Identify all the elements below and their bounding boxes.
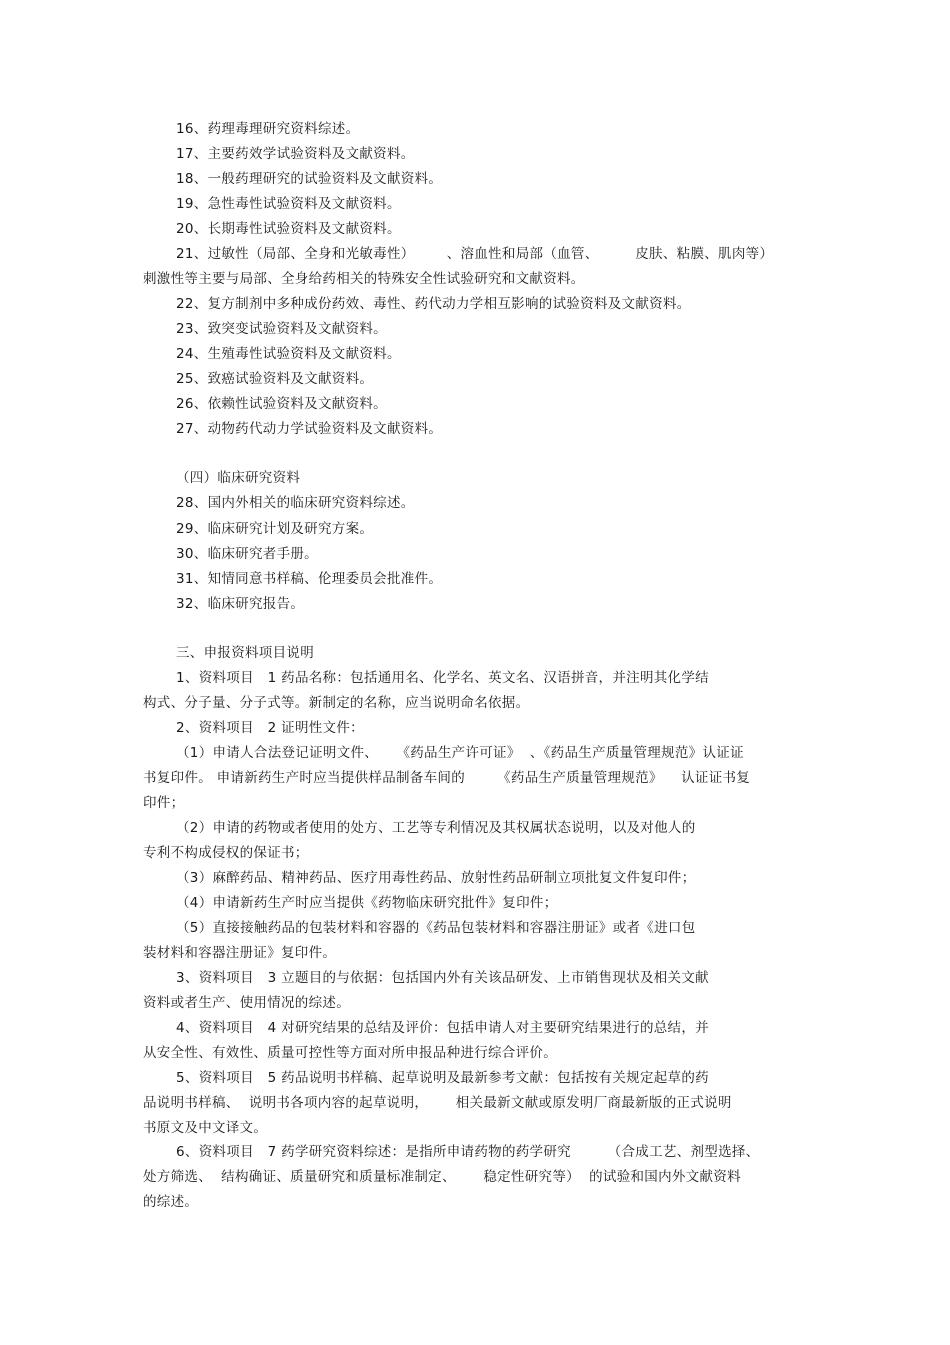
text-line: 25、致癌试验资料及文献资料。 (176, 371, 374, 387)
text-line: （四）临床研究资料 (176, 470, 301, 486)
text-line: 刺激性等主要与局部、全身给药相关的特殊安全性试验研究和文献资料。 (143, 271, 585, 287)
text-line: 3、资料项目 3 立题目的与依据：包括国内外有关该品研发、上市销售现状及相关文献 (176, 970, 709, 986)
text-line: 2、资料项目 2 证明性文件： (176, 720, 364, 736)
text-line: 19、急性毒性试验资料及文献资料。 (176, 196, 401, 212)
text-line: 29、临床研究计划及研究方案。 (176, 521, 374, 537)
text-line: 16、药理毒理研究资料综述。 (176, 121, 360, 137)
text-line: 从安全性、有效性、质量可控性等方面对所申报品种进行综合评价。 (143, 1045, 557, 1061)
text-line: 书原文及中文译文。 (143, 1120, 268, 1136)
text-line: 1、资料项目 1 药品名称：包括通用名、化学名、英文名、汉语拼音，并注明其化学结 (176, 670, 709, 686)
text-line: （4）申请新药生产时应当提供《药物临床研究批件》复印件； (176, 895, 558, 911)
text-line: 印件； (143, 795, 185, 811)
text-line: 17、主要药效学试验资料及文献资料。 (176, 146, 415, 162)
text-line: 三、申报资料项目说明 (176, 645, 314, 661)
text-line: （3）麻醉药品、精神药品、医疗用毒性药品、放射性药品研制立项批复文件复印件； (176, 870, 696, 886)
text-line: 23、致突变试验资料及文献资料。 (176, 321, 387, 337)
text-line: 18、一般药理研究的试验资料及文献资料。 (176, 171, 443, 187)
text-line: 24、生殖毒性试验资料及文献资料。 (176, 346, 401, 362)
text-line: 资料或者生产、使用情况的综述。 (143, 995, 350, 1011)
text-line: 的综述。 (143, 1194, 199, 1210)
text-line: （1）申请人合法登记证明文件、 《药品生产许可证》 、《药品生产质量管理规范》认证证 (176, 745, 744, 761)
text-line: 构式、分子量、分子式等。新制定的名称，应当说明命名依据。 (143, 695, 530, 711)
text-line: 品说明书样稿、 说明书各项内容的起草说明， 相关最新文献或原发明厂商最新版的正式说明 (143, 1095, 732, 1111)
text-line: 5、资料项目 5 药品说明书样稿、起草说明及最新参考文献：包括按有关规定起草的药 (176, 1070, 709, 1086)
text-line: 4、资料项目 4 对研究结果的总结及评价：包括申请人对主要研究结果进行的总结，并 (176, 1020, 709, 1036)
text-line: 27、动物药代动力学试验资料及文献资料。 (176, 421, 443, 437)
text-line: 书复印件。 申请新药生产时应当提供样品制备车间的 《药品生产质量管理规范》 认证证书复 (143, 770, 751, 786)
text-line: 处方筛选、 结构确证、质量研究和质量标准制定、 稳定性研究等） 的试验和国内外文献资料 (143, 1169, 741, 1185)
text-line: 26、依赖性试验资料及文献资料。 (176, 396, 387, 412)
text-line: 28、国内外相关的临床研究资料综述。 (176, 495, 415, 511)
text-line: 专利不构成侵权的保证书； (143, 845, 309, 861)
text-line: 22、复方制剂中多种成份药效、毒性、药代动力学相互影响的试验资料及文献资料。 (176, 296, 691, 312)
text-line: 32、临床研究报告。 (176, 596, 305, 612)
text-line: 31、知情同意书样稿、伦理委员会批准件。 (176, 571, 443, 587)
text-line: 装材料和容器注册证》复印件。 (143, 945, 337, 961)
text-line: 30、临床研究者手册。 (176, 546, 318, 562)
text-line: 20、长期毒性试验资料及文献资料。 (176, 221, 401, 237)
text-line: （2）申请的药物或者使用的处方、工艺等专利情况及其权属状态说明，以及对他人的 (176, 820, 696, 836)
text-line: 21、过敏性（局部、全身和光敏毒性） 、溶血性和局部（血管、 皮肤、粘膜、肌肉等） (176, 246, 774, 262)
text-line: 6、资料项目 7 药学研究资料综述：是指所申请药物的药学研究 （合成工艺、剂型选择、 (176, 1144, 760, 1160)
text-line: （5）直接接触药品的包装材料和容器的《药品包装材料和容器注册证》或者《进口包 (176, 920, 696, 936)
